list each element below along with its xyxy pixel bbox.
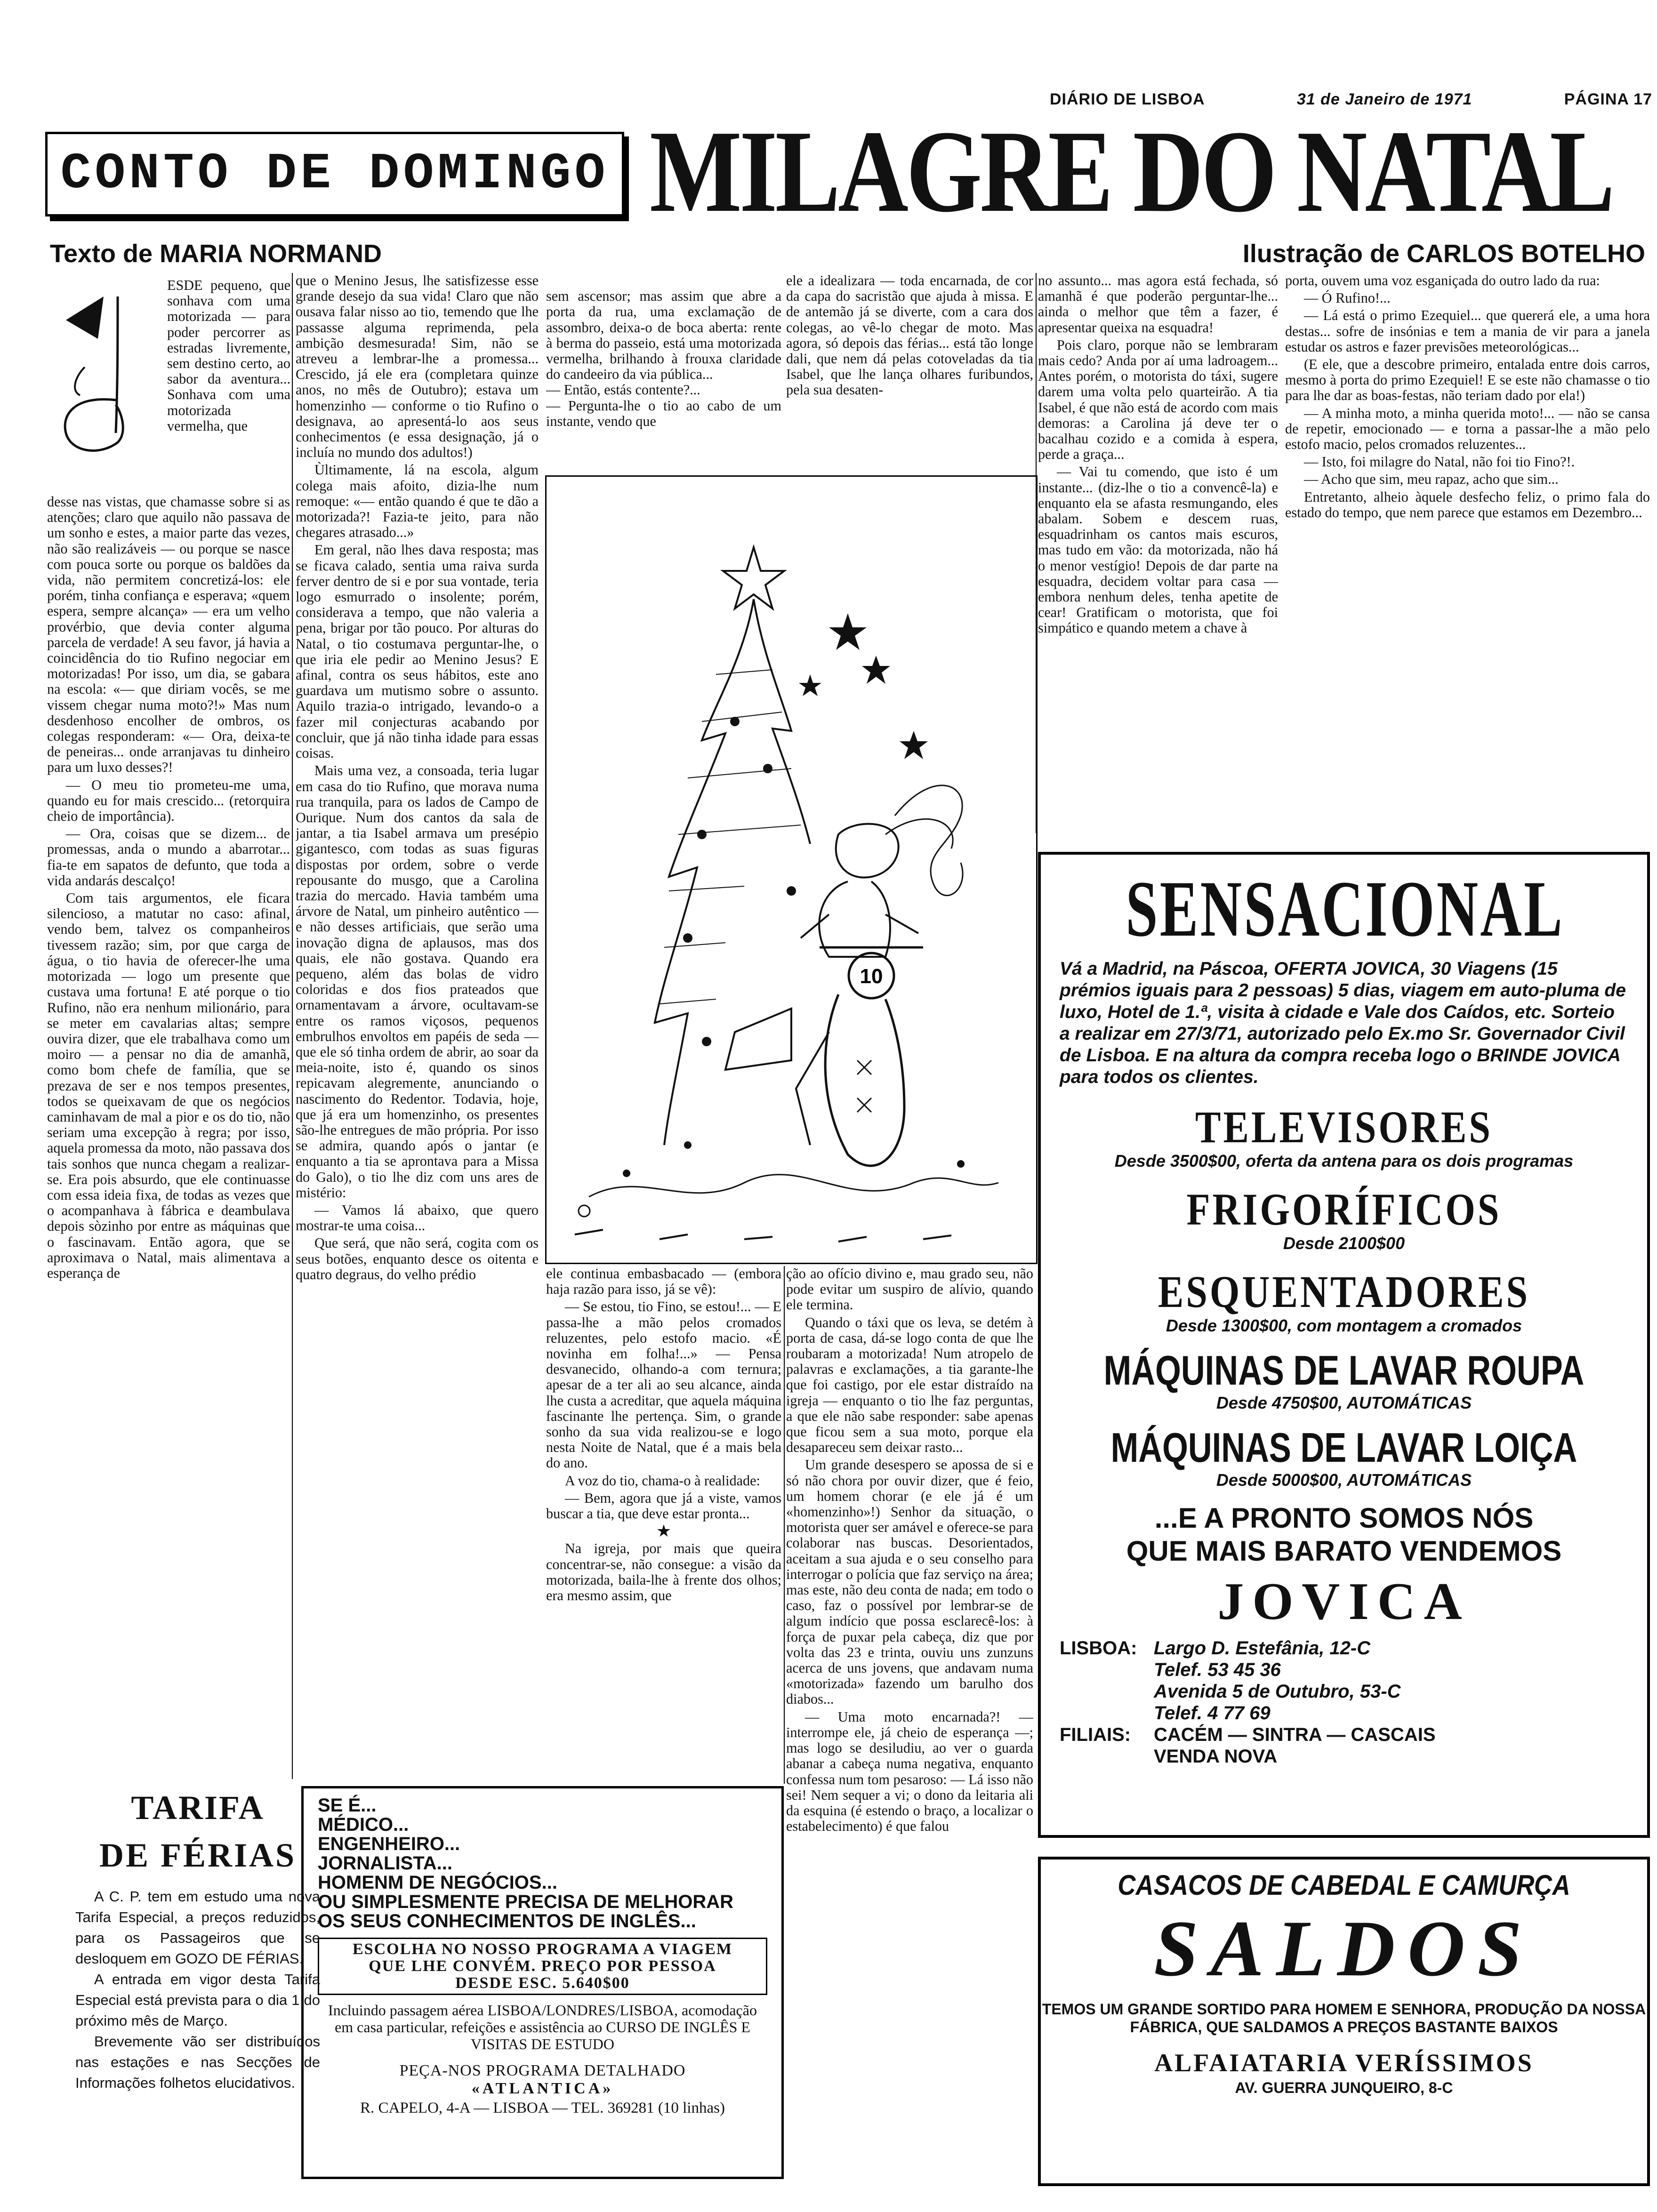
ad-item-name: MÁQUINAS DE LAVAR ROUPA (1103, 1347, 1585, 1394)
story-paragraph: Um grande desespero se apossa de si e só não chora por ouvir dizer, que é feio, um homem chorar (e ele já é um «homenzinho»!) Senhor da situação, o motorista quer ser amável e oferece-se para colaborar nas buscas. Desorientados, aceitam a sua ajuda e o seu conselho para interrogar o polícia que faz serviço na área; mas este, não deu conta de nada; em todo o caso, faz o possível por lembrar-se de algum indício que possa esclarecê-los: à força de puxar pela cabeça, diz que por volta das 23 e trinta, ouviu uns zunzuns acerca de uns jovens, que andavam numa «motorizada» fazendo um barulho dos diabos... (786, 1457, 1033, 1707)
ad-question: ENGENHEIRO... (318, 1834, 460, 1854)
story-column-3-top (546, 273, 781, 480)
ad-brand: JOVICA (1217, 1572, 1471, 1631)
section-label-box (45, 132, 624, 216)
story-paragraph: — A minha moto, a minha querida moto!... — não se cansa de repetir, emocionado — e torna a passar-lhe a mão pelo estofo macio, pelos cromados reluzentes... (1285, 405, 1650, 453)
story-column-3-bottom (546, 1266, 781, 1777)
lisboa-address-2: Avenida 5 de Outubro, 53-C (1154, 1681, 1401, 1702)
ad-item-price: Desde 4750$00, AUTOMÁTICAS (1216, 1393, 1472, 1412)
ad-intro: Vá a Madrid, na Páscoa, OFERTA JOVICA, 30 Viagens (15 prémios iguais para 2 pessoas) 5 dias, viagem em auto-pluma de luxo, Hotel de 1.ª, visita à cidade e Vale dos Caídos, etc. Sorteio a realizar em 27/3/71, autorizado pelo Ex.mo Sr. Governador Civil de Lisboa. E na altura da compra receba logo o BRINDE JOVICA para todos os clientes. (1060, 959, 1626, 1087)
story-column-2 (296, 273, 539, 1770)
notice-body (75, 1886, 320, 2093)
lisboa-address: Largo D. Estefânia, 12-C (1154, 1638, 1371, 1659)
jovica-advertisement (1038, 852, 1650, 1838)
lisboa-phone: Telef. 53 45 36 (1154, 1659, 1281, 1680)
story-paragraph: — Isto, foi milagre do Natal, não foi tio Fino?!. (1304, 454, 1575, 470)
ad-item-price: Desde 2100$00 (1283, 1234, 1405, 1253)
story-paragraph: que o Menino Jesus, lhe satisfizesse esse grande desejo da sua vida! Claro que não ousava falar nisso ao tio, temendo que lhe passasse alguma reprimenda, pela ambição desmesurada! Sim, não se atreveu a lembrar-lhe a promessa... Crescido, já ele era (completara quinze anos, no mês de Outubro); estava um homenzinho — conforme o tio Rufino o designava, ao apresentá-lo aos seus conhecimentos (e essa designação, já o incluía no mundo dos adultos!) (296, 273, 539, 461)
page-number: PÁGINA 17 (1564, 90, 1652, 108)
ad-closing-line: QUE MAIS BARATO VENDEMOS (1126, 1535, 1562, 1567)
story-paragraph: porta, ouvem uma voz esganiçada do outro lado da rua: (1285, 273, 1600, 289)
issue-date: 31 de Janeiro de 1971 (1296, 90, 1472, 108)
story-column-6 (1285, 273, 1650, 833)
ad-store-name: ALFAIATARIA VERÍSSIMOS (1154, 2049, 1534, 2077)
ad-item-price: Desde 1300$00, com montagem a cromados (1166, 1316, 1522, 1335)
ad-description: TEMOS UM GRANDE SORTIDO PARA HOMEM E SENHORA, PRODUÇÃO DA NOSSA FÁBRICA, QUE SALDAMOS A PREÇOS BASTANTE BAIXOS (1042, 2001, 1646, 2036)
story-paragraph: Ùltimamente, lá na escola, algum colega mais afoito, dizia-lhe num remoque: «— então quando é que te dão a motorizada?! Fazia-te jeito, para não chegares atrasado...» (296, 462, 539, 541)
ad-item-price: Desde 5000$00, AUTOMÁTICAS (1216, 1470, 1472, 1490)
lisboa-label: LISBOA: (1060, 1638, 1137, 1659)
story-paragraph: Entretanto, alheio àquele desfecho feliz, o primo fala do estado do tempo, que nem parece que estamos em Dezembro... (1285, 489, 1650, 521)
story-title: MILAGRE DO NATAL (650, 106, 1613, 237)
drop-cap-d (47, 282, 165, 489)
story-paragraph: — Lá está o primo Ezequiel... que quererá ele, a uma hora destas... sofre de insónias e tem a mania de vir para a janela estudar os astros e fazer previsões meteorológicas... (1285, 307, 1650, 355)
story-paragraph: — Acho que sim, meu rapaz, acho que sim... (1304, 471, 1559, 488)
ad-question: OS SEUS CONHECIMENTOS DE INGLÊS... (318, 1911, 696, 1931)
ad-headline: CASACOS DE CABEDAL E CAMURÇA (1118, 1869, 1570, 1901)
ad-item-name: FRIGORÍFICOS (1186, 1184, 1502, 1234)
story-paragraph: — Uma moto encarnada?! — interrompe ele, já cheio de esperança —; mas logo se desiludiu, ao ver o guarda abanar a cabeça numa negativa, enquanto confessa num tom pesaroso: — Lá isso não sei! Nem sequer a vi; o dono da leitaria ali da esquina (é estendo o braço, a localizar o estabelecimento) é que falou (786, 1708, 1033, 1835)
notice-paragraph: A entrada em vigor desta Tarifa Especial está prevista para o dia 1 do próximo mês de Março. (75, 1971, 320, 2029)
motorbike-number: 10 (860, 965, 883, 988)
illustrator-byline: Ilustração de CARLOS BOTELHO (1242, 240, 1645, 268)
story-paragraph: (E ele, que a descobre primeiro, entalada entre dois carros, mesmo à porta do primo Ezequiel! E se este não chamasse o tio para lhe dar as boas-festas, não teriam dado por ela!) (1285, 356, 1650, 404)
ad-question: HOMENM DE NEGÓCIOS... (318, 1872, 557, 1893)
story-paragraph: A voz do tio, chama-o à realidade: (565, 1472, 760, 1489)
story-column-1 (47, 494, 290, 1770)
story-paragraph: Mais uma vez, a consoada, teria lugar em casa do tio Rufino, que morava numa rua tranquila, para os lados de Campo de Ourique. Num dos cantos da sala de jantar, a tia Isabel armava um presépio gigantesco, com todas as suas figuras dispostas por ordem, sobre o verde repousante do musgo, que a Carolina trazia do mercado. Havia também uma árvore de Natal, um pinheiro autêntico — e não desses artificiais, que serão uma inovação digna de aplausos, mas dos quais, ele não gostava. Quando era pequeno, além das bolas de vidro coloridas e dos fios prateados que ornamentavam a árvore, ocultavam-se entre os ramos viçosos, pequenos embrulhos envoltos em papéis de seda — que ele só tinha ordem de abrir, ao soar da meia-noite, isto é, quando os sinos repicavam alegremente, anunciando o nascimento do Redentor. Todavia, hoje, que já era um homenzinho, os presentes são-lhe entregues de mão própria. Por isso se admira, quando após o jantar (e enquanto a tia se aprontava para a Missa do Galo), o tio lhe diz com uns ares de mistério: (296, 762, 539, 1201)
filiais-list-2: VENDA NOVA (1154, 1746, 1278, 1767)
ad-saldos: SALDOS (1154, 1904, 1534, 1993)
story-paragraph: Com tais argumentos, ele ficara silencioso, a matutar no caso: afinal, vendo bem, talvez os companheiros tivessem razão; sim, por que carga de água, o tio havia de oferecer-lhe uma motorizada — logo um presente que custava uma fortuna! E até porque o tio Rufino, não era nenhum milionário, para se meter em cavalarias altas; sempre ouvira dizer, que ele trabalhava como um moiro — a pensar no dia de amanhã, como bom chefe de família, que se prezava de ser e nos tempos presentes, todos se queixavam de que os negócios caminhavam de mal a pior e os do tio, não seriam uma excepção à regra; por isso, aquela promessa da moto, não passava dos tais sonhos que nunca chegam a realizar-se. Era pois absurdo, que ele continuasse com essa ideia fixa, de todas as vezes que o acompanhava à fábrica e deambulava depois sòzinho por entre as máquinas que o fascinavam. Então agora, que se aproximava o Natal, mais alimentava a esperança de (47, 890, 290, 1281)
story-paragraph: Que será, que não será, cogita com os seus botões, enquanto desce os oitenta e quatro degraus, do velho prédio (296, 1235, 539, 1282)
story-paragraph: Na igreja, por mais que queira concentrar-se, não consegue: a visão da motorizada, baila-lhe à frente dos olhos; era mesmo assim, que (546, 1540, 781, 1604)
casacos-advertisement (1038, 1857, 1650, 2186)
ad-request: PEÇA-NOS PROGRAMA DETALHADO (399, 2062, 686, 2079)
ad-offer-line: QUE LHE CONVÉM. PREÇO POR PESSOA (369, 1957, 716, 1975)
story-paragraph: sem ascensor; mas assim que abre a porta da rua, uma exclamação de assombro, deixa-o de boca aberta: rente à berma do passeio, está uma motorizada vermelha, brilhando à frouxa claridade do candeeiro da via pública... — Então, estás contente?... — Pergunta-lhe o tio ao cabo de um instante, vendo que (546, 288, 781, 429)
story-paragraph: — Vamos lá abaixo, que quero mostrar-te uma coisa... (296, 1202, 539, 1234)
story-paragraph: ção ao ofício divino e, mau grado seu, não pode evitar um suspiro de alívio, quando ele termina. (786, 1266, 1033, 1313)
story-paragraph: — Ó Rufino!... (1304, 290, 1391, 306)
filiais-list: CACÉM — SINTRA — CASCAIS (1154, 1724, 1436, 1745)
story-opening: ESDE pequeno, que sonhava com uma motorizada — para poder percorrer as estradas livremente, sem destino certo, ao sabor da aventura... Sonhava com uma motorizada vermelha, que (167, 278, 290, 434)
ad-offer-line: ESCOLHA NO NOSSO PROGRAMA A VIAGEM (353, 1940, 732, 1958)
story-paragraph: ele continua embasbacado — (embora haja razão para isso, já se vê): (546, 1266, 781, 1298)
story-paragraph: no assunto... mas agora está fechada, só amanhã é que poderão perguntar-lhe... ainda o melhor que têm a fazer, é apresentar queixa na esquadra! (1038, 273, 1278, 336)
lisboa-phone-2: Telef. 4 77 69 (1154, 1703, 1271, 1723)
story-paragraph: — Ora, coisas que se dizem... de promessas, anda o mundo a abarrotar... fia-te em sapatos de defunto, que toda a vida andarás descalço! (47, 825, 290, 889)
story-paragraph: Em geral, não lhes dava resposta; mas se ficava calado, sentia uma raiva surda ferver dentro de si e por sua vontade, teria logo esmurrado o insolente; porém, considerava a tempo, que não valeria a pena, brigar por tão pouco. Por alturas do Natal, o tio costumava perguntar-lhe, o que iria ele pedir ao Menino Jesus? E afinal, contra os seus hábitos, este ano guardava um mutismo sobre o assunto. Aquilo trazia-o intrigado, levando-o a fazer mil conjecturas acabando por concluir, que já não tinha idade para essas coisas. (296, 542, 539, 761)
column-rule (292, 273, 293, 1779)
ad-question: SE É... (318, 1795, 377, 1816)
section-label: CONTO DE DOMINGO (60, 145, 609, 203)
ad-question: JORNALISTA... (318, 1853, 452, 1874)
story-paragraph: ele a idealizara — toda encarnada, de cor da capa do sacristão que ajuda à missa. E de antemão já se diverte, com a cara dos colegas, ao vê-lo chegar de moto. Mas agora, só depois das férias... está tão longe dali, que nem dá pelas cotoveladas da tia Isabel, que lhe lança olhares furibundos, pela sua desaten- (786, 273, 1033, 398)
ad-question: OU SIMPLESMENTE PRECISA DE MELHORAR (318, 1891, 734, 1912)
ad-item-name: MÁQUINAS DE LAVAR LOIÇA (1110, 1424, 1577, 1471)
ad-address-block (1041, 1637, 1647, 1767)
star-separator: ★ (656, 1522, 672, 1541)
ad-item-price: Desde 3500$00, oferta da antena para os dois programas (1114, 1151, 1574, 1170)
notice-title: DE FÉRIAS (99, 1836, 297, 1874)
ad-company-address: R. CAPELO, 4-A — LISBOA — TEL. 369281 (10 linhas) (360, 2100, 725, 2116)
story-paragraph: — Vai tu comendo, que isto é um instante... (diz-lhe o tio a convencê-la) e enquanto ela se afasta resmungando, eles abalam. Sobem e descem ruas, esquadrinham os cantos mais escuros, mas tudo em vão: da motorizada, não há o menor vestígio! Depois de dar parte na esquadra, decidem voltar para casa — embora nenhum deles, tenha apetite de cear! Gratificam o motorista, que foi simpático e quando metem a chave à (1038, 464, 1278, 636)
ad-question: MÉDICO... (318, 1814, 409, 1835)
story-paragraph: Quando o táxi que os leva, se detém à porta de casa, dá-se logo conta de que lhe roubaram a motorizada! Num atropelo de palavras e exclamações, a tia garante-lhe que foi castigo, por ele estar distraído na igreja — enquanto o tio lhe faz perguntas, a que ele não sabe responder: sabe apenas que ficou sem a sua moto, porque ela desapareceu sem deixar rasto... (786, 1314, 1033, 1456)
story-column-4-bottom (786, 1266, 1033, 2181)
ad-includes: Incluindo passagem aérea LISBOA/LONDRES/LISBOA, acomodação em casa particular, refeições e assistência ao CURSO DE INGLÊS E VISITAS DE ESTUDO (328, 2002, 757, 2052)
ad-offer-line: DESDE ESC. 5.640$00 (455, 1974, 630, 1992)
notice-paragraph: Brevemente vão ser distribuídos nas estações e nas Secções de Informações folhetos elucidativos. (75, 2033, 320, 2091)
story-paragraph: — O meu tio prometeu-me uma, quando eu for mais crescido... (retorquira cheio de importância). (47, 777, 290, 825)
story-column-5 (1038, 273, 1278, 833)
tarifa-notice (75, 1788, 320, 2184)
ad-offer-box (318, 1938, 767, 1995)
christmas-tree-motorbike-illustration (547, 477, 1033, 1260)
ad-item-name: ESQUENTADORES (1158, 1266, 1530, 1317)
illustration-frame (545, 475, 1038, 1264)
ad-item-name: TELEVISORES (1195, 1102, 1493, 1152)
story-paragraph: — Se estou, tio Fino, se estou!... — E passa-lhe a mão pelos cromados reluzentes, pelo estofo macio. «É novinha em folha!...» — Pensa desvanecido, olhando-a com ternura; apesar de a ter ali ao seu alcance, ainda lhe custa a acreditar, que aquela máquina fascinante lhe pertença. Sim, o grande sonho da sua vida realizou-se e logo nesta Noite de Natal, que é a mais bela do ano. (546, 1298, 781, 1471)
story-paragraph: desse nas vistas, que chamasse sobre si as atenções; claro que aquilo não passava de um sonho e estes, a maior parte das vezes, não são realizáveis — ou porque se nasce com pouca sorte ou porque os baldões da vida, não permitem concretizá-los: ele porém, tinha confiança e esperava; «quem espera, sempre alcança» — era um velho provérbio, que devia conter alguma parcela de verdade! A seu favor, já havia a coincidência do tio Rufino negociar em motorizadas! Por isso, um dia, se gabara na escola: «— que diriam vocês, se me vissem chegar numa moto?!» Mas num desdenhoso encolher de ombros, os colegas responderam: «— Ora, deixa-te de peneiras... onde arranjavas tu dinheiro para um luxo desses?! (47, 494, 290, 776)
notice-title: TARIFA (131, 1789, 265, 1827)
column-rule (784, 1266, 785, 1784)
story-paragraph: Pois claro, porque não se lembraram mais cedo? Anda por aí uma ladroagem... Antes porém, o motorista do táxi, sugere darem uma volta pelo quarteirão. A tia Isabel, é que não está de acordo com mais demoras: a Carolina já deve ter o bacalhau cozido e a comida à espera, perde a graça... (1038, 337, 1278, 463)
filiais-label: FILIAIS: (1060, 1724, 1131, 1745)
ad-store-address: AV. GUERRA JUNQUEIRO, 8-C (1235, 2079, 1453, 2096)
ad-closing-line: ...E A PRONTO SOMOS NÓS (1154, 1502, 1534, 1534)
story-column-4-top (786, 273, 1033, 480)
notice-paragraph: A C. P. tem em estudo uma nova Tarifa Especial, a preços reduzidos, para os Passageiros que se desloquem em GOZO DE FÉRIAS. (75, 1888, 320, 1967)
atlantica-advertisement (301, 1786, 784, 2179)
story-paragraph: — Bem, agora que já a viste, vamos buscar a tia, que deve estar pronta... (546, 1490, 781, 1522)
story-column-1-top (167, 278, 290, 494)
author-byline: Texto de MARIA NORMAND (50, 240, 382, 268)
ad-company-name: «ATLANTICA» (471, 2080, 614, 2097)
ad-headline: SENSACIONAL (1126, 865, 1565, 953)
paper-name: DIÁRIO DE LISBOA (1050, 90, 1205, 108)
